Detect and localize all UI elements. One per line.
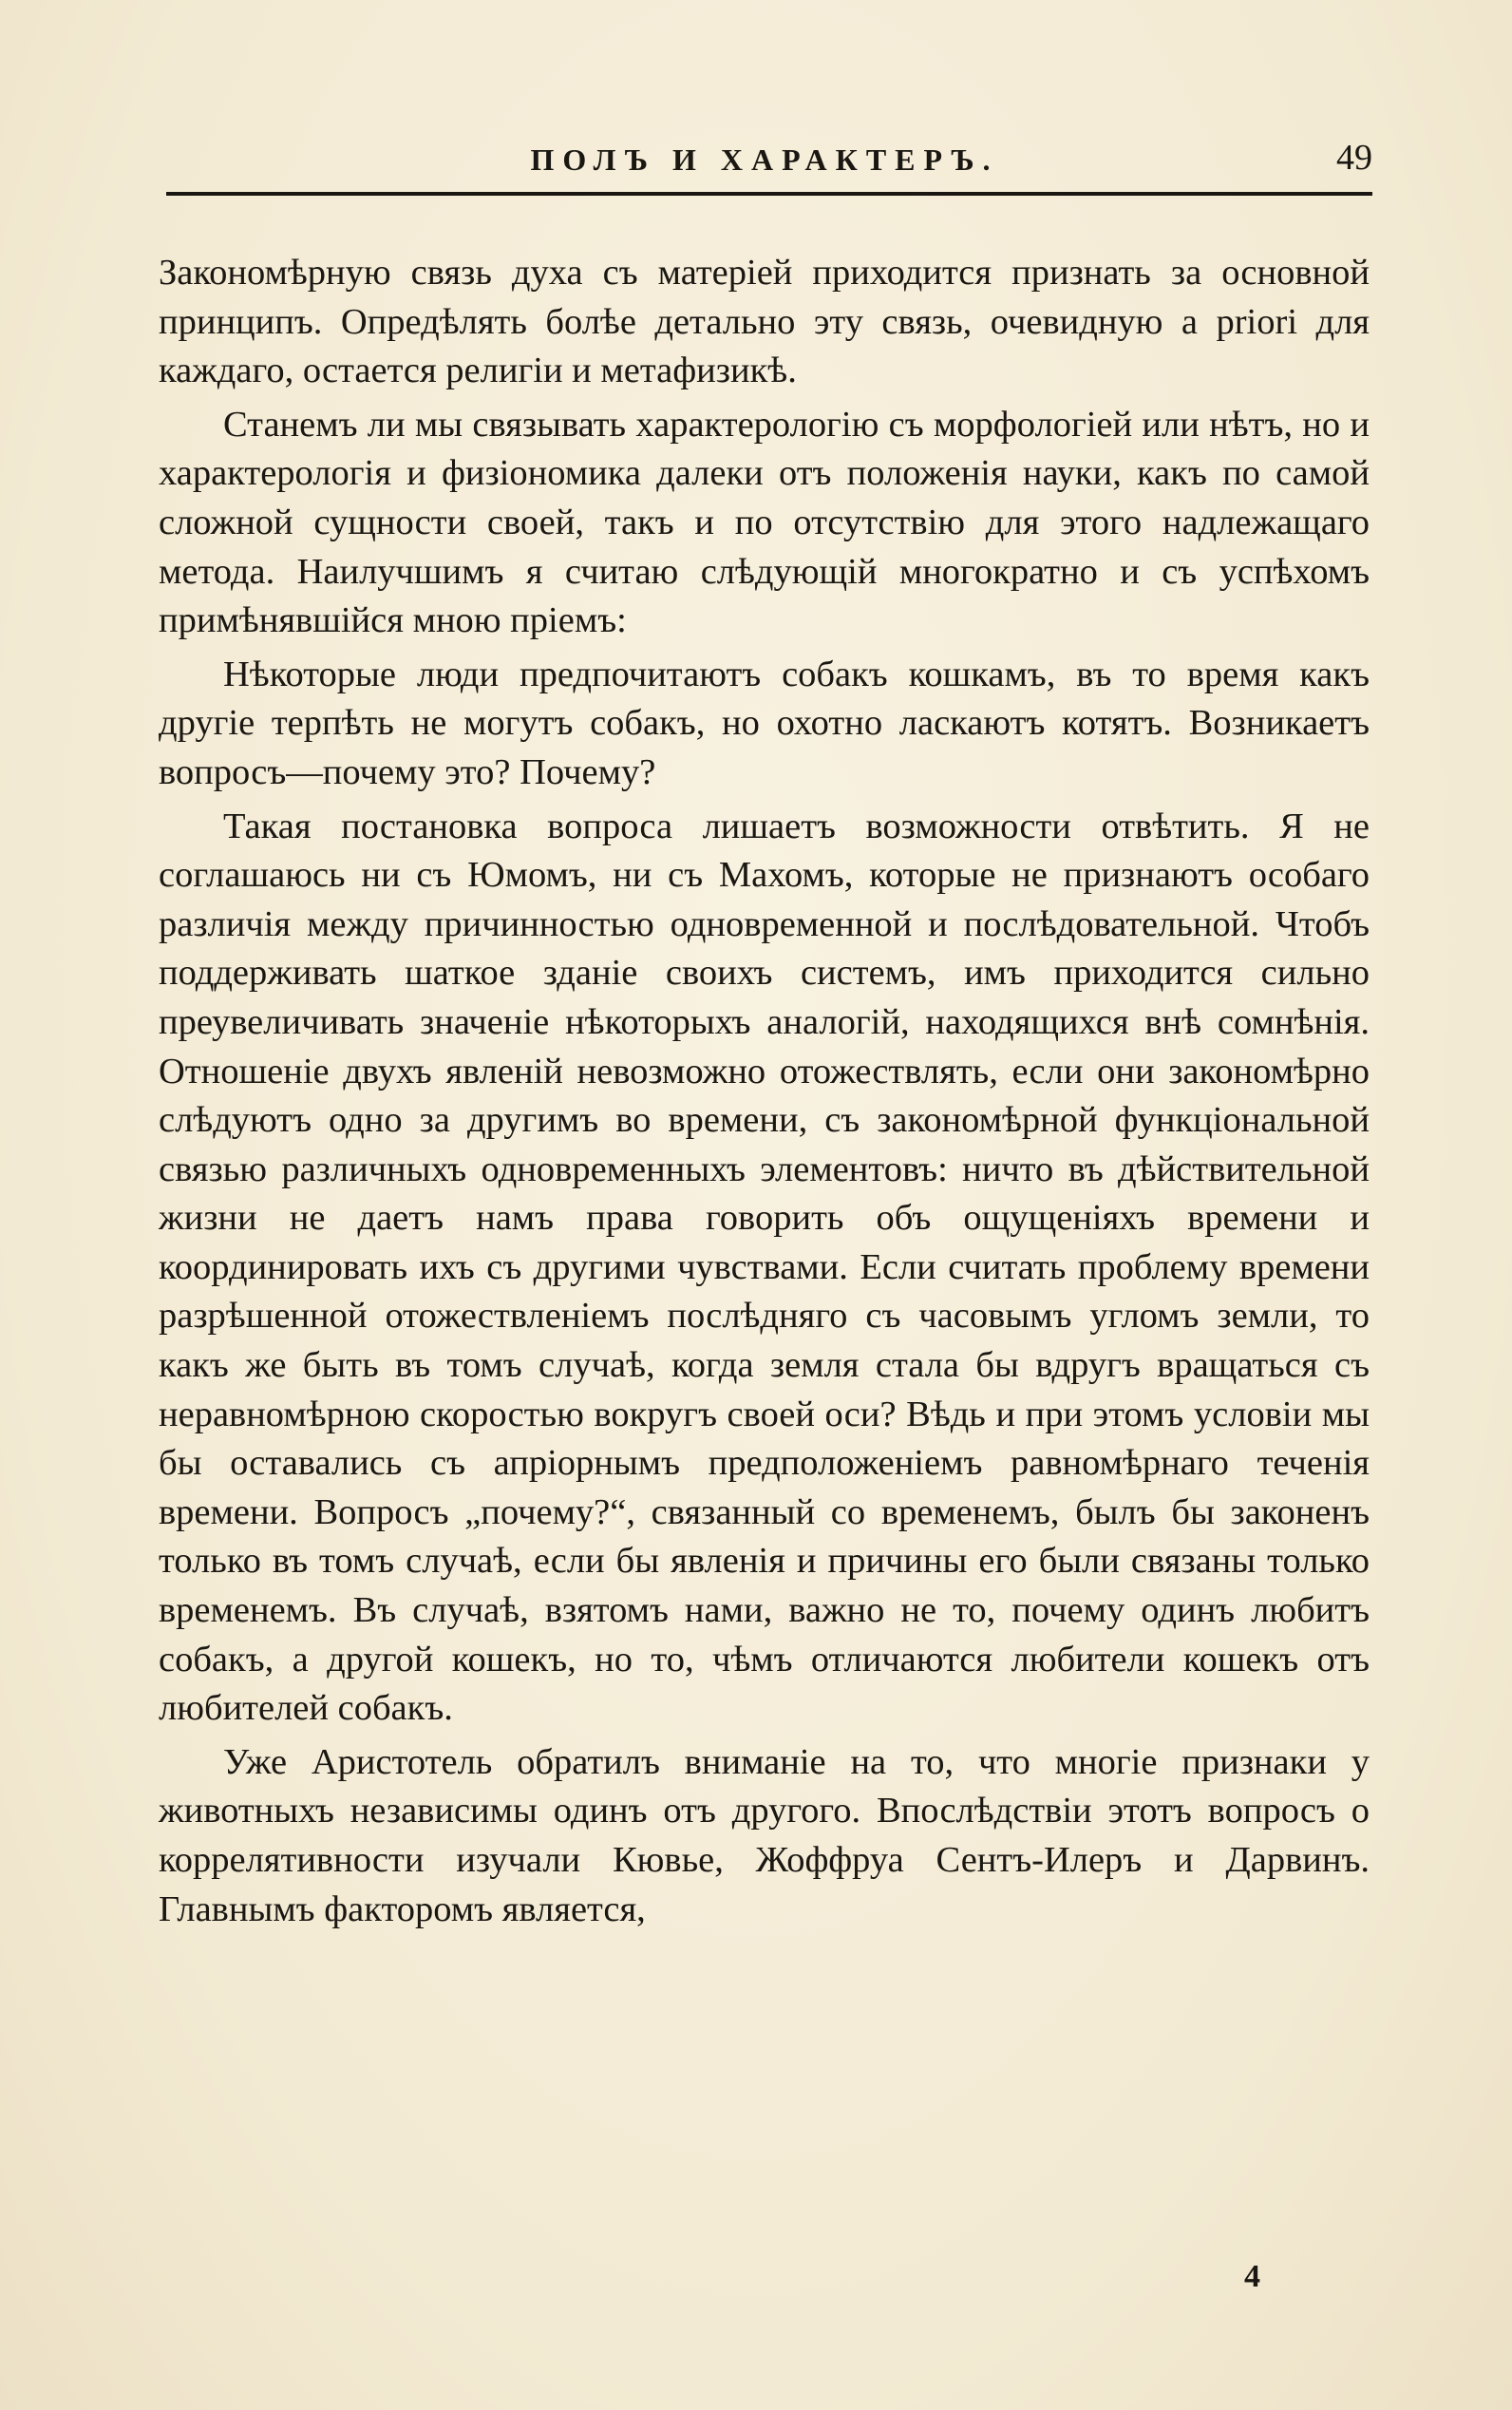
header-rule <box>166 192 1372 196</box>
paragraph: Закономѣрную связь духа съ матеріей приходится признать за основной принципъ. Опредѣлять болѣе детально эту связь, очевидную а priori для каждаго, остается религіи и метафизикѣ. <box>159 253 1370 391</box>
paragraph: Такая постановка вопроса лишаетъ возможности отвѣтить. Я не соглашаюсь ни съ Юмомъ, ни съ Махомъ, которые не признаютъ особаго различія между причинностью одновременной и послѣдовательной. Чтобъ поддерживать шаткое зданіе своихъ системъ, имъ приходится сильно преувеличивать значеніе нѣкоторыхъ аналогій, находящихся внѣ сомнѣнія. Отношеніе двухъ явленій невозможно отожествлять, если они закономѣрно слѣдуютъ одно за другимъ во времени, съ закономѣрной функціональной связью различныхъ одновременныхъ элементовъ: ничто въ дѣйствительной жизни не даетъ намъ права говорить объ ощущеніяхъ времени и координировать ихъ съ другими чувствами. Если считать проблему времени разрѣшенной отожествленіемъ послѣдняго съ часовымъ угломъ земли, то какъ же быть въ томъ случаѣ, когда земля стала бы вдругъ вращаться съ неравномѣрною скоростью вокругъ своей оси? Вѣдь и при этомъ условіи мы бы оставались съ апріорнымъ предположеніемъ равномѣрнаго теченія времени. Вопросъ „почему?“, связанный со временемъ, былъ бы законенъ только въ томъ случаѣ, если бы явленія и причины его были связаны только временемъ. Въ случаѣ, взятомъ нами, важно не то, почему одинъ любитъ собакъ, а другой кошекъ, но то, чѣмъ отличаются любители кошекъ отъ любителей собакъ. <box>159 806 1370 1729</box>
page-number: 49 <box>1336 138 1372 178</box>
paragraph: Уже Аристотель обратилъ вниманіе на то, что многіе признаки у животныхъ независимы одинъ отъ другого. Впослѣдствіи этотъ вопросъ о коррелятивности изучали Кювье, Жоффруа Сентъ-Илеръ и Дарвинъ. Главнымъ факторомъ является, <box>159 1741 1370 1929</box>
page-header <box>157 138 1372 188</box>
running-title: ПОЛЪ И ХАРАКТЕРЪ. <box>530 142 999 177</box>
paragraph: Станемъ ли мы связывать характерологію съ морфологіей или нѣтъ, но и характерологія и физіономика далеки отъ положенія науки, какъ по самой сложной сущности своей, такъ и по отсутствію для этого надлежащаго метода. Наилучшимъ я считаю слѣдующій многократно и съ успѣхомъ примѣнявшійся мною пріемъ: <box>159 404 1370 641</box>
body-text <box>159 249 1370 1939</box>
paragraph: Нѣкоторые люди предпочитаютъ собакъ кошкамъ, въ то время какъ другіе терпѣть не могутъ собакъ, но охотно ласкаютъ котятъ. Возникаетъ вопросъ—почему это? Почему? <box>159 654 1370 792</box>
signature-mark: 4 <box>1244 2259 1260 2294</box>
